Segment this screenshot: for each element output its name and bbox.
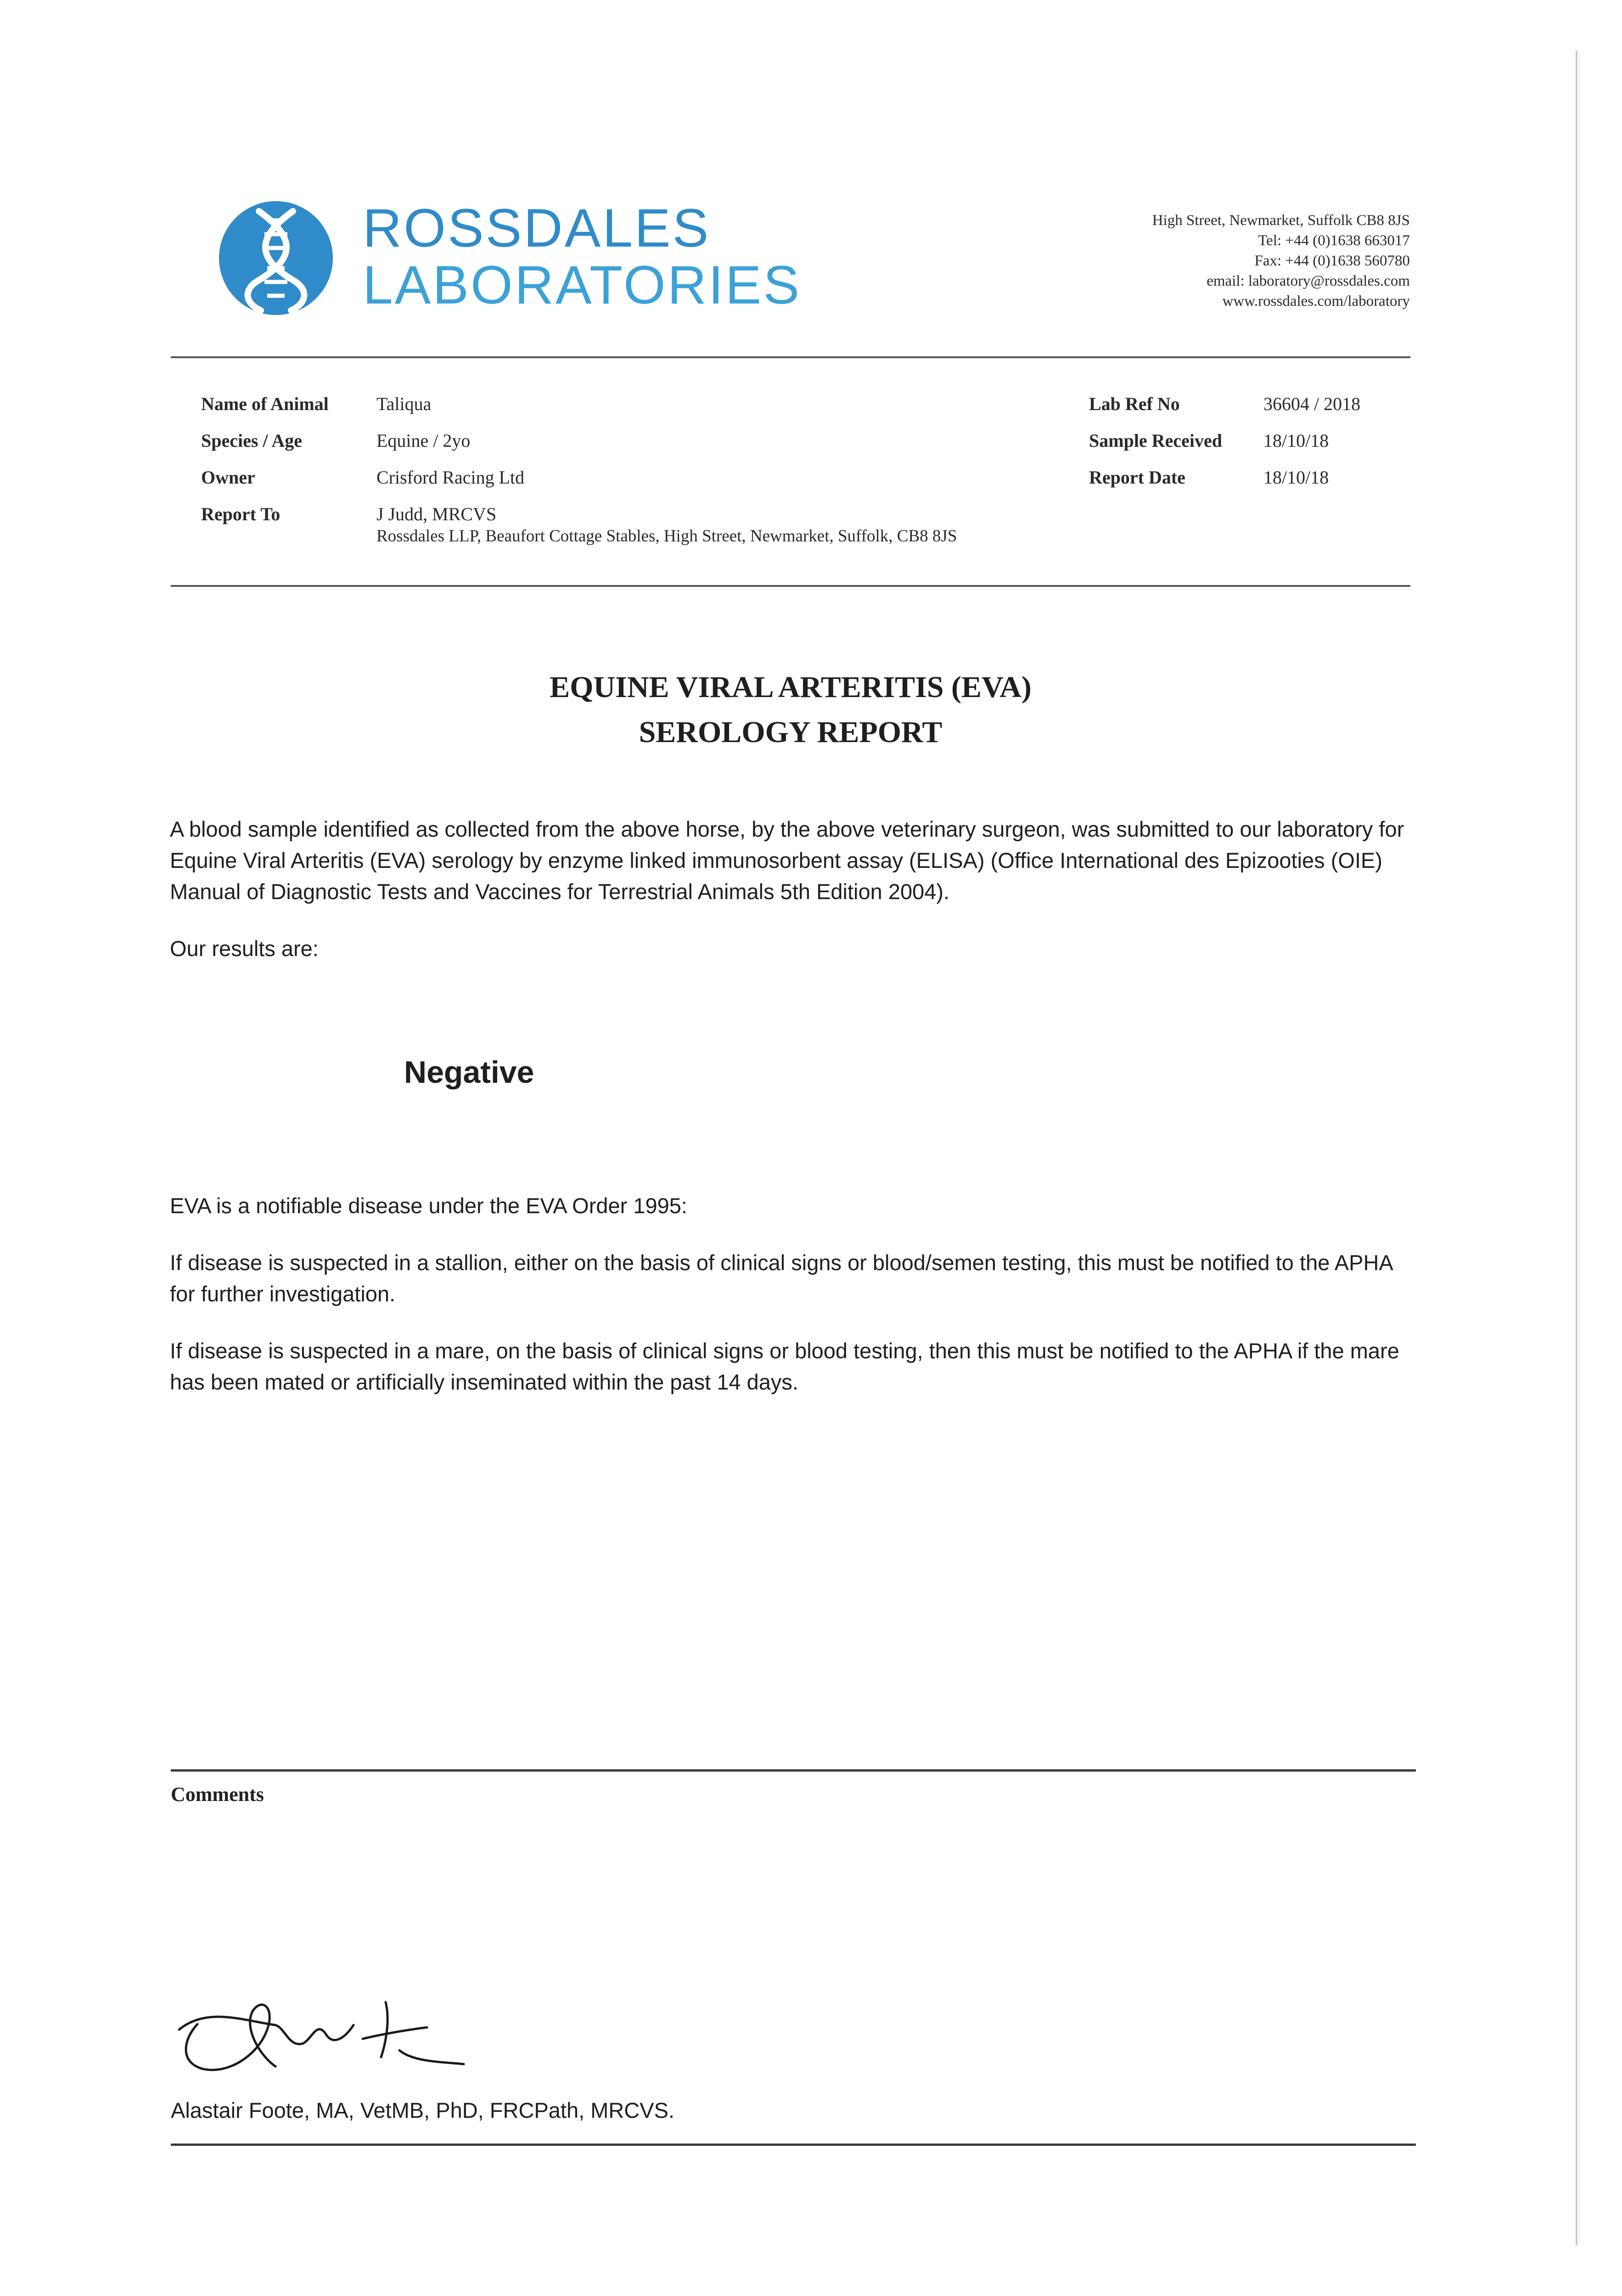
dna-logo-icon <box>219 198 333 318</box>
contact-email: email: laboratory@rossdales.com <box>1207 273 1410 289</box>
report-title-line-1: EQUINE VIRAL ARTERITIS (EVA) <box>550 670 1032 704</box>
report-to-name: J Judd, MRCVS <box>376 504 497 524</box>
intro-paragraph: A blood sample identified as collected from the above horse, by the above veterinary surgeon, was submitted to our laboratory for Equine Viral Arteritis (EVA) serology by enzyme linked immunosorbent assay (ELISA) (Office International des Epizooties (OIE) Manual of Diagnostic Tests and Vaccines for Terrestrial Animals 5th Edition 2004). <box>170 817 1404 904</box>
contact-address: High Street, Newmarket, Suffolk CB8 8JS <box>1152 212 1410 229</box>
sample-received-label: Sample Received <box>1089 430 1222 451</box>
name-of-animal-value: Taliqua <box>376 394 432 414</box>
stallion-note: If disease is suspected in a stallion, either on the basis of clinical signs or blood/semen testing, this must be notified to the APHA for further investigation. <box>170 1250 1392 1306</box>
owner-value: Crisford Racing Ltd <box>376 467 525 488</box>
signature <box>170 1970 500 2085</box>
info-values-right <box>1263 392 1360 502</box>
brand-line-1: ROSSDALES <box>363 198 711 259</box>
contact-fax: Fax: +44 (0)1638 560780 <box>1254 253 1410 269</box>
comments-divider <box>171 1769 1416 1772</box>
report-date-label: Report Date <box>1089 467 1185 488</box>
mare-note: If disease is suspected in a mare, on the basis of clinical signs or blood testing, then this must be notified to the APHA if the mare has been mated or artificially inseminated within the past 14 days. <box>170 1339 1399 1394</box>
owner-label: Owner <box>201 467 255 488</box>
signatory-name: Alastair Foote, MA, VetMB, PhD, FRCPath, MRCVS. <box>171 2098 674 2122</box>
info-values-left <box>376 392 957 546</box>
result-value: Negative <box>404 1055 534 1090</box>
report-title-line-2: SEROLOGY REPORT <box>639 715 943 749</box>
name-of-animal-label: Name of Animal <box>201 394 329 414</box>
contact-web: www.rossdales.com/laboratory <box>1222 293 1410 310</box>
footer-divider <box>171 2144 1416 2146</box>
report-title <box>0 665 1581 755</box>
scan-edge-shadow <box>1579 51 1580 2245</box>
brand-line-2: LABORATORIES <box>363 255 802 315</box>
species-age-value: Equine / 2yo <box>376 430 471 451</box>
lab-ref-value: 36604 / 2018 <box>1263 394 1361 414</box>
lab-ref-label: Lab Ref No <box>1089 394 1180 414</box>
brand-wordmark <box>363 198 802 315</box>
info-divider <box>171 585 1410 587</box>
contact-block <box>997 210 1410 311</box>
sample-received-value: 18/10/18 <box>1263 430 1329 451</box>
contact-tel: Tel: +44 (0)1638 663017 <box>1258 232 1410 249</box>
species-age-label: Species / Age <box>201 430 302 451</box>
info-labels-left <box>201 392 329 539</box>
results-intro: Our results are: <box>170 936 319 961</box>
report-to-address: Rossdales LLP, Beaufort Cottage Stables, High Street, Newmarket, Suffolk, CB8 8JS <box>376 527 957 546</box>
scan-edge <box>1576 51 1577 2245</box>
comments-label: Comments <box>171 1783 264 1806</box>
info-labels-right <box>1089 392 1222 502</box>
report-to-label: Report To <box>201 504 281 524</box>
notifiable-statement: EVA is a notifiable disease under the EVA Order 1995: <box>170 1193 687 1218</box>
header-divider <box>171 356 1410 358</box>
report-to-value <box>376 502 957 546</box>
report-date-value: 18/10/18 <box>1263 467 1329 488</box>
